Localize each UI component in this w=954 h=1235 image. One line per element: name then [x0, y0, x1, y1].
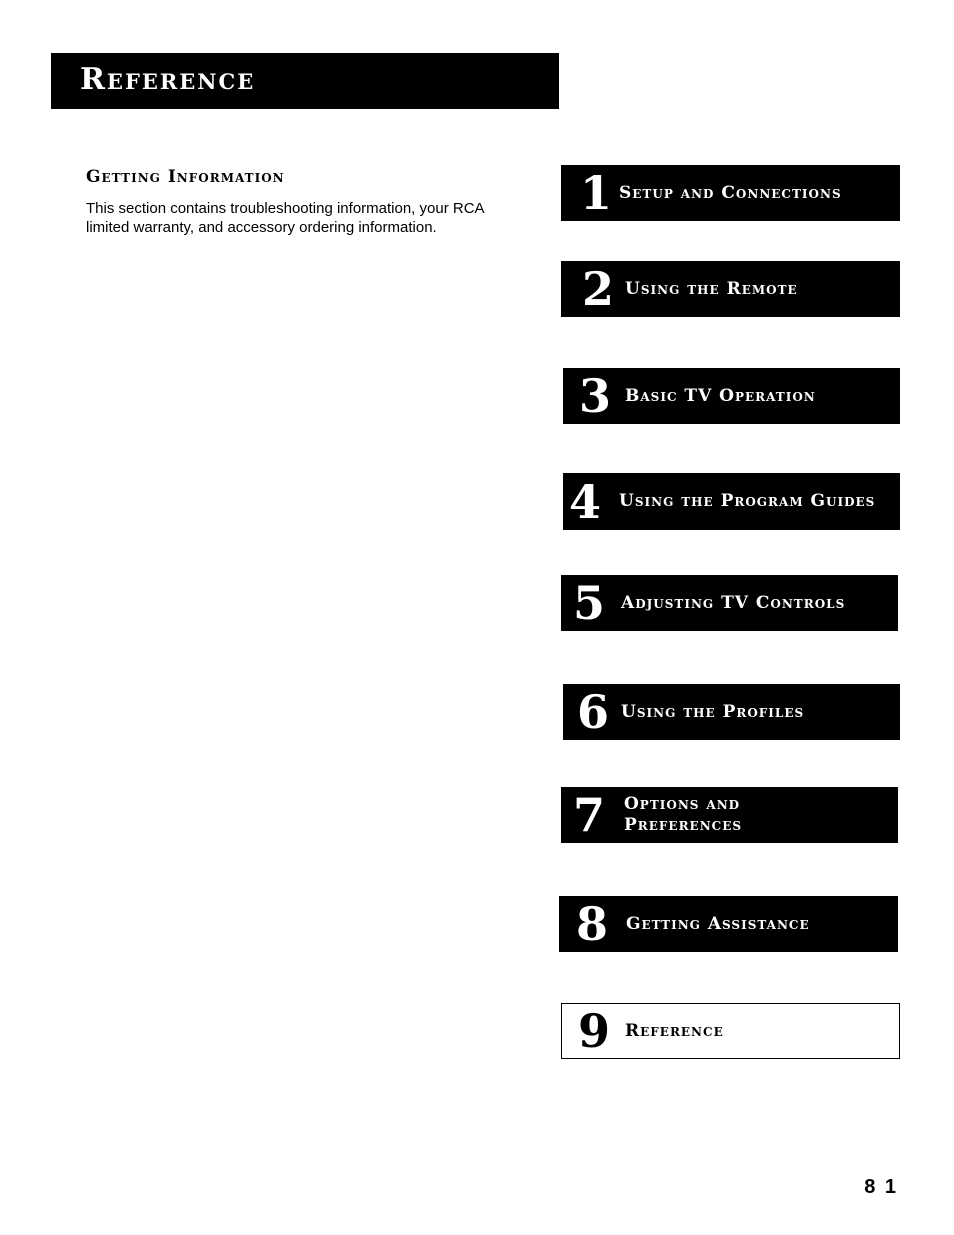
- chapter-number: 3: [579, 369, 612, 423]
- chapter-tab-2[interactable]: [561, 261, 900, 317]
- chapter-tab-7[interactable]: [561, 787, 898, 843]
- chapter-tab-1[interactable]: [561, 165, 900, 221]
- chapter-label: Adjusting TV Controls: [621, 592, 846, 613]
- section-heading: Getting Information: [86, 167, 285, 187]
- chapter-tab-9[interactable]: [561, 1003, 900, 1059]
- chapter-number: 6: [577, 685, 610, 739]
- chapter-tab-6[interactable]: [563, 684, 900, 740]
- chapter-label: Basic TV Operation: [625, 385, 816, 406]
- chapter-number: 4: [569, 474, 602, 529]
- chapter-number: 1: [580, 166, 613, 220]
- section-description: This section contains troubleshooting information, your RCA limited warranty, and accessory ordering information.: [86, 200, 484, 236]
- chapter-tab-3[interactable]: [563, 368, 900, 424]
- chapter-label: Setup and Connections: [619, 182, 842, 203]
- chapter-number: 5: [573, 576, 606, 630]
- chapter-label: Using the Program Guides: [619, 491, 876, 511]
- chapter-number: 2: [582, 262, 615, 316]
- chapter-tab-4[interactable]: [563, 473, 900, 530]
- page-number: 8 1: [864, 1176, 898, 1198]
- chapter-tab-5[interactable]: [561, 575, 898, 631]
- chapter-label: Getting Assistance: [626, 913, 810, 934]
- chapter-label: Reference: [625, 1020, 724, 1041]
- chapter-label: Options and Preferences: [624, 794, 743, 835]
- chapter-number: 9: [578, 1004, 611, 1058]
- page-title: Reference: [80, 62, 256, 97]
- chapter-tab-8[interactable]: [559, 896, 898, 952]
- header-bar: [51, 53, 559, 109]
- chapter-number: 7: [573, 788, 606, 842]
- chapter-number: 8: [576, 897, 609, 951]
- chapter-label: Using the Profiles: [621, 701, 805, 722]
- chapter-label: Using the Remote: [625, 278, 798, 299]
